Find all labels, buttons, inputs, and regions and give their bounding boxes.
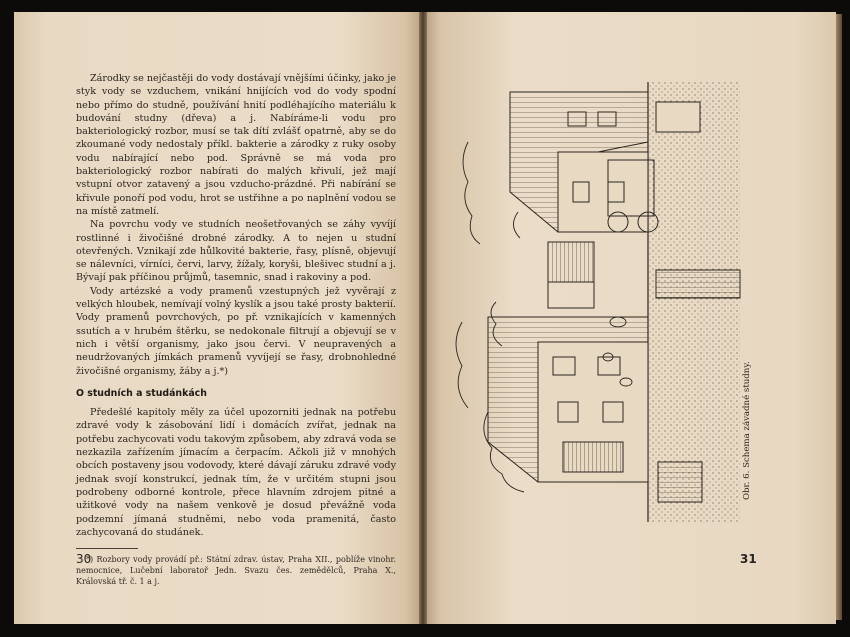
footnote: *) Rozbory vody provádí př.: Státní zdrav. ústav, Praha XII., poblíže vinohr. nemocnice, Lučební laboratoř Jedn. Svazu čes. zemědělců, Praha X., Královská tř. č. 1 a j. (76, 555, 396, 587)
lower-house (488, 317, 648, 482)
well-shaft-lower (658, 462, 702, 502)
page-number-right: 31 (740, 552, 757, 566)
paragraph-3: Vody artézské a vody pramenů vzestupných jež vyvěrají z velkých hloubek, nemívají volný kyslík a jsou také prosty bakterií. Vody pramenů povrchových, po př. vznikajících v kamenných ssutích a v hrubém štěrku, se nedokonale filtrují a objevují se v nich i větší organismy, jako jsou červi. V neupravených a neudržovaných jímkách pramenů vyvíjejí se řasy, drobnohledné živočišné organismy, žáby a j.*) (76, 285, 396, 377)
footnote-rule (76, 548, 138, 549)
well-schematic-illustration (448, 82, 750, 522)
figure-caption: Obr. 6. Schema závadné studny. (742, 361, 752, 500)
left-page-text (76, 72, 396, 587)
paragraph-2: Na povrchu vody ve studních neošetřovaných se záhy vyvíjí rostlinné i živočišné drobné zárodky. A to nejen u studní otevřených. Vznikají zde hůlkovité bakterie, řasy, plísně, objevují se nálevníci, vírníci, červi, larvy, žížaly, koryši, blešivec studní a j. Bývají pak příčinou průjmů, tasemnic, snad i rakoviny a pod. (76, 219, 396, 284)
book-gutter (419, 12, 427, 624)
page-edge (836, 14, 842, 620)
paragraph-4: Předešlé kapitoly měly za účel upozorniti jednak na potřebu zdravé vody k zásobování lidí i domácích zvířat, jednak na potřebu zachycovati vodu takovým způsobem, aby zdravá voda se nezkazila zařízením jímacím a čerpacím. Ačkoli již v mnohých obcích postaveny jsou vodovody, které dávají záruku zdravé vody jednak svojí konstrukcí, jednak tím, že v určitém stupni jsou podrobeny odborné kontrole, přece hlavním zdrojem pitné a užitkové vody na našem venkově je dosud převážně voda podzemní jímaná studněmi, nebo voda pramenitá, často zachycovaná do studánek. (76, 407, 396, 538)
upper-house (510, 92, 648, 232)
page-number-left: 30 (76, 552, 92, 566)
section-heading: O studních a studánkách (76, 387, 207, 399)
paragraph-1: Zárodky se nejčastěji do vody dostávají vnějšími účinky, jako je styk vody se vzduchem, vnikání hnijících vod do vody spodní nebo přímo do studně, používání hnití podléhajícího materiálu k budování studny (dřeva) a j. Nabíráme-li vodu pro bakteriologický rozbor, musí se tak dítí zvlášť opatrně, aby se do zkoumané vody nedostaly příkl. bakterie a zárodky z ruky osoby vodu nabírající nebo pod. Správně se má voda pro bakteriologický rozbor nabírati do malých křivulí, jež mají vstupní otvor zatavený a jsou vzducho-prázdné. Při nabírání se křivule ponoří pod vodu, hrot se ustřihne a po naplnění vodou se na místě zatmelí. (76, 73, 397, 217)
